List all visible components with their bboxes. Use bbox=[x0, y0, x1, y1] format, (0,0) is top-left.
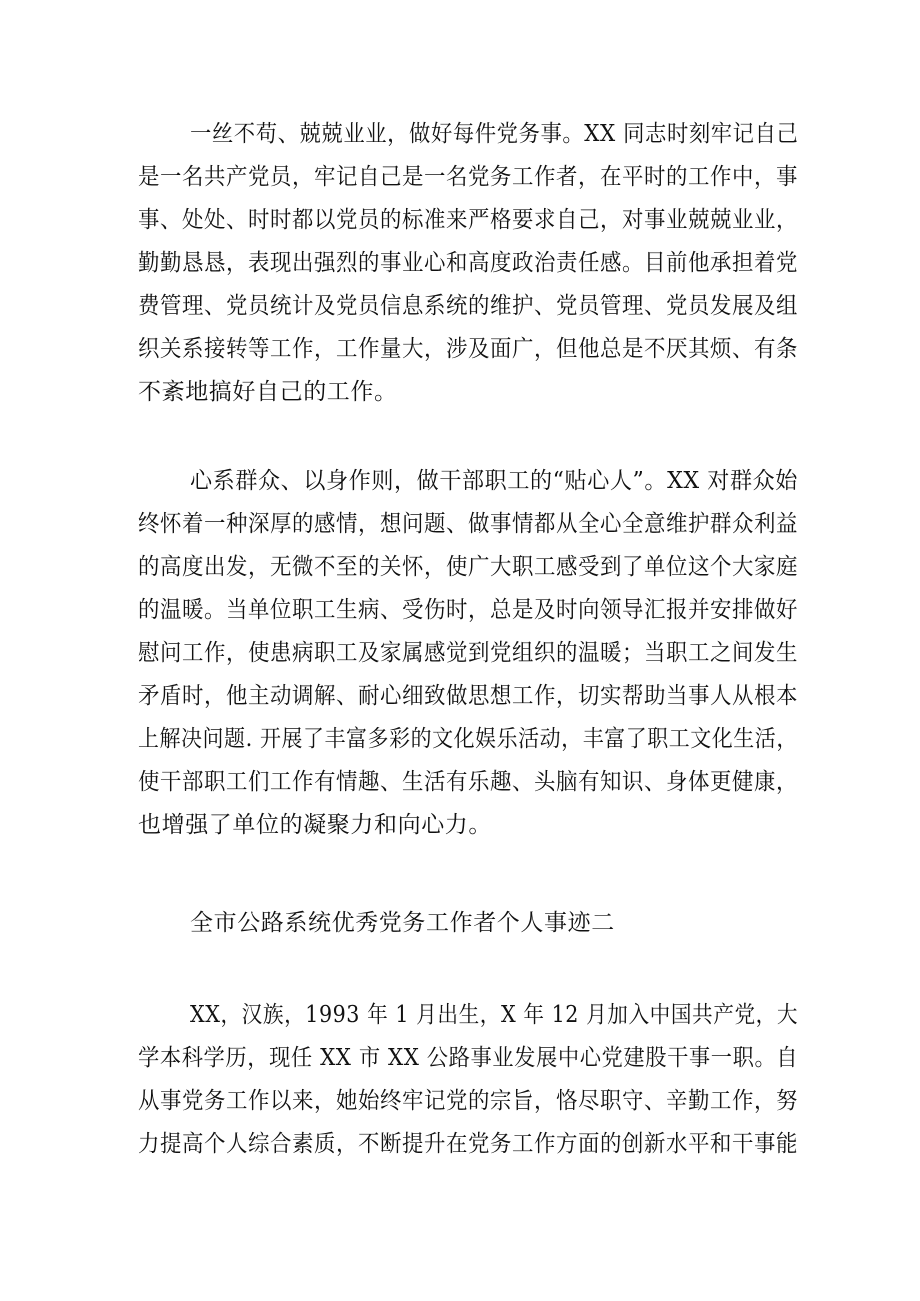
paragraph2-line-9: 也增强了单位的凝聚力和向心力。 bbox=[138, 812, 492, 838]
paragraph1-line-6: 织关系接转等工作，工作量大，涉及面广，但他总是不厌其烦、有条 bbox=[138, 336, 798, 362]
section-heading: 全市公路系统优秀党务工作者个人事迹二 bbox=[190, 910, 615, 936]
paragraph2-line-2: 终怀着一种深厚的感情，想问题、做事情都从全心全意维护群众利益 bbox=[138, 511, 798, 537]
paragraph2-line-7: 上解决问题. 开展了丰富多彩的文化娱乐活动，丰富了职工文化生活， bbox=[138, 726, 798, 752]
paragraph3-line-4: 力提高个人综合素质，不断提升在党务工作方面的创新水平和干事能 bbox=[138, 1131, 798, 1157]
paragraph3-line-2: 学本科学历，现任 XX 市 XX 公路事业发展中心党建股干事一职。自 bbox=[138, 1045, 799, 1071]
paragraph2-line-4: 的温暖。当单位职工生病、受伤时，总是及时向领导汇报并安排做好 bbox=[138, 597, 798, 623]
paragraph2-line-8: 使干部职工们工作有情趣、生活有乐趣、头脑有知识、身体更健康， bbox=[138, 769, 798, 795]
paragraph2-line-1: 心系群众、以身作则，做干部职工的“贴心人”。XX 对群众始 bbox=[190, 468, 798, 494]
paragraph1-line-2: 是一名共产党员，牢记自己是一名党务工作者，在平时的工作中，事 bbox=[138, 164, 798, 190]
paragraph1-line-7: 不紊地搞好自己的工作。 bbox=[138, 379, 398, 405]
paragraph2-line-6: 矛盾时，他主动调解、耐心细致做思想工作，切实帮助当事人从根本 bbox=[138, 683, 798, 709]
paragraph1-line-1: 一丝不苟、兢兢业业，做好每件党务事。XX 同志时刻牢记自己 bbox=[190, 121, 799, 147]
paragraph2-line-5: 慰问工作，使患病职工及家属感觉到党组织的温暖；当职工之间发生 bbox=[138, 640, 798, 666]
paragraph2-line-3: 的高度出发，无微不至的关怀，使广大职工感受到了单位这个大家庭 bbox=[138, 554, 798, 580]
paragraph1-line-3: 事、处处、时时都以党员的标准来严格要求自己，对事业兢兢业业， bbox=[138, 207, 798, 233]
paragraph1-line-5: 费管理、党员统计及党员信息系统的维护、党员管理、党员发展及组 bbox=[138, 293, 798, 319]
paragraph3-line-1: XX，汉族，1993 年 1 月出生，X 年 12 月加入中国共产党，大 bbox=[190, 1002, 799, 1028]
paragraph3-line-3: 从事党务工作以来，她始终牢记党的宗旨，恪尽职守、辛勤工作，努 bbox=[138, 1088, 798, 1114]
paragraph1-line-4: 勤勤恳恳，表现出强烈的事业心和高度政治责任感。目前他承担着党 bbox=[138, 250, 798, 276]
